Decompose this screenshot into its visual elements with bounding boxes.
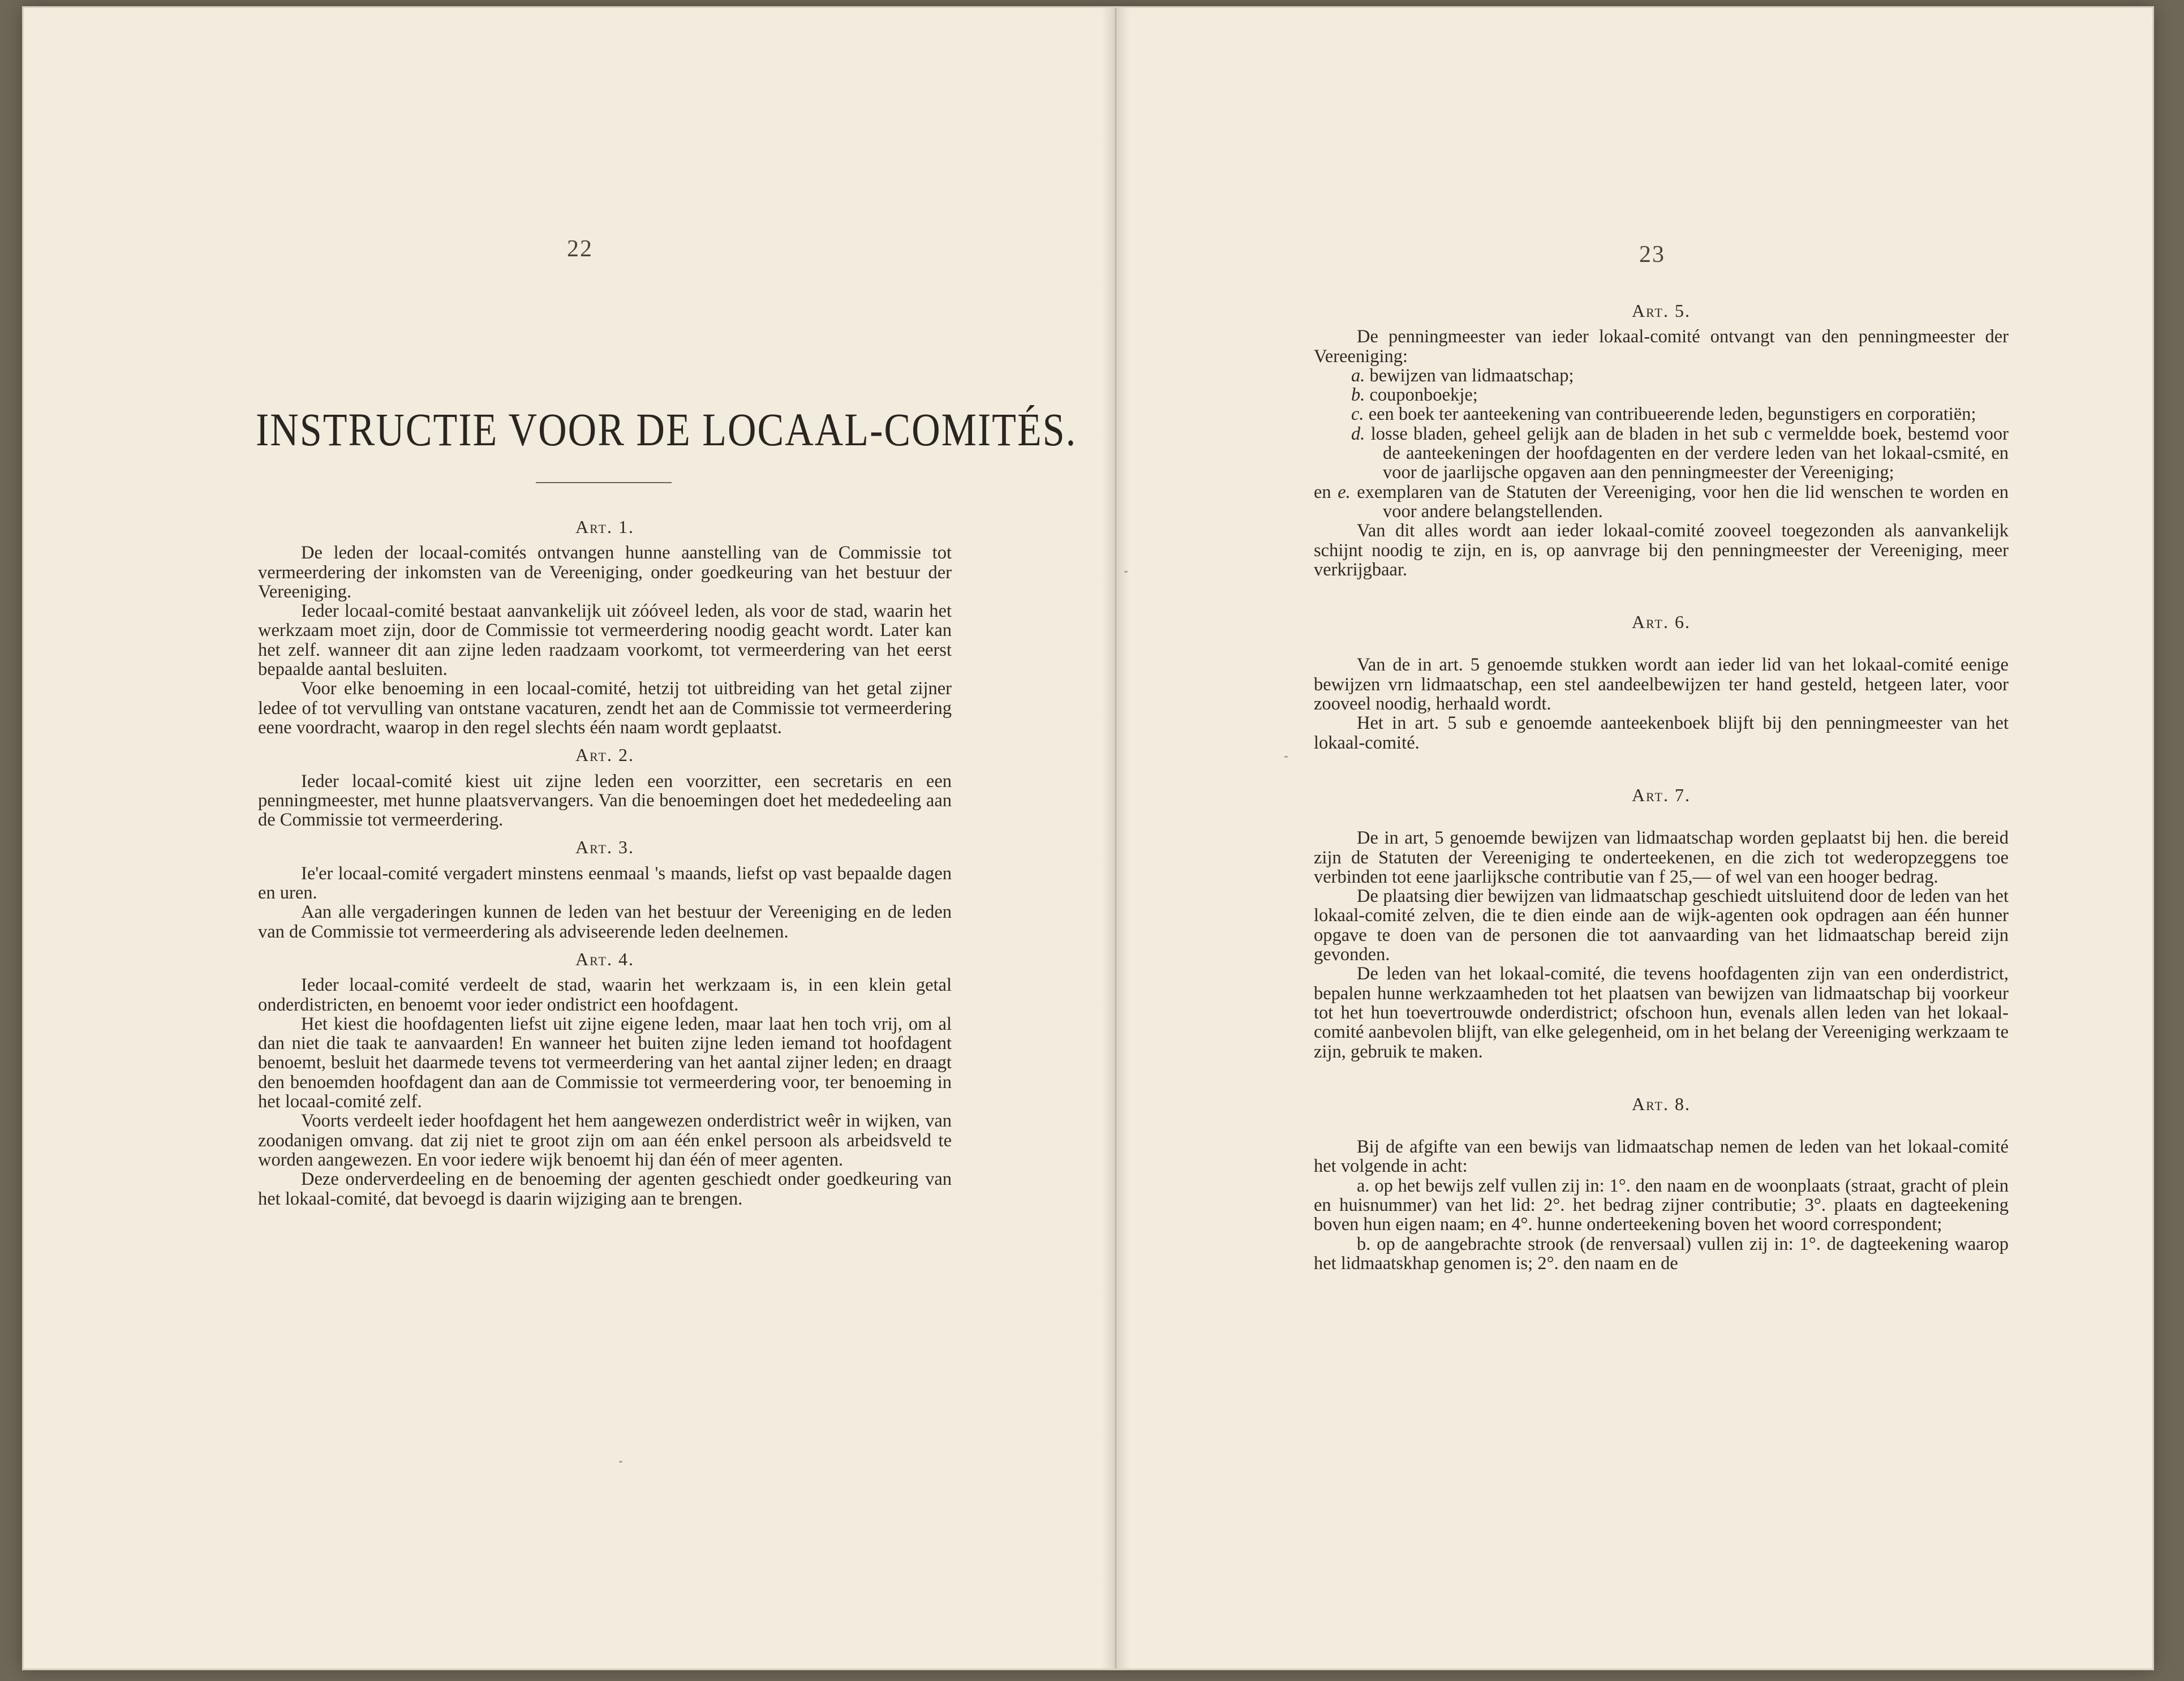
article-5-item-a	[1314, 366, 2009, 385]
left-page	[24, 8, 1116, 1669]
paper-speck	[1124, 571, 1128, 573]
left-text-column	[258, 509, 952, 1209]
item-label: c.	[1351, 404, 1364, 425]
item-label: e.	[1338, 481, 1351, 502]
right-text-column	[1314, 293, 2009, 1273]
article-5-item-e	[1314, 483, 2009, 522]
article-7-heading: Art. 7.	[1632, 784, 1691, 805]
item-label: d.	[1351, 423, 1365, 444]
article-3-paragraph: Ie'er locaal-comité vergadert minstens eenmaal 's maands, liefst op vast bepaalde dagen en uren.	[258, 863, 952, 904]
article-1-paragraph: Voor elke benoeming in een locaal-comité, hetzij tot uitbreiding van het getal zijner ledee of tot vervulling van ontstane vacaturen, zendt het aan de Commissie tot vermeerdering eene voordracht, waarop in den regel slechts één naam wordt geplaatst.	[258, 678, 952, 738]
article-5-item-d	[1314, 424, 2009, 483]
item-text: bewijzen van lidmaatschap;	[1369, 365, 1574, 386]
item-text: exemplaren van de Statuten der Vereeniging, voor hen die lid wenschen te worden en voor andere belangstellenden.	[1357, 481, 2009, 522]
article-4-paragraph: Het kiest die hoofdagenten liefst uit zijne eigene leden, maar laat hen toch vrij, om al dan niet die taak te aanvaarden! En wanneer het buiten zijne leden iemand tot hoofdagent benoemt, besluit het daarmede tevens tot vermeerdering van het aantal zijner leden; en draagt den benoemden hoofdagent dan aan de Commissie tot vermeerdering voor, ter benoeming in het locaal-comité zelf.	[258, 1013, 952, 1112]
item-prefix: en	[1314, 481, 1331, 502]
article-6-heading: Art. 6.	[1632, 612, 1691, 633]
article-8-item: a. op het bewijs zelf vullen zij in: 1°. den naam en de woonplaats (straat, gracht of plein en huisnummer) van het lid: 2°. het bedrag zijner contributie; 3°. plaats en dagteekening boven hun eigen naam; en 4°. hunne onderteekening boven het woord correspondent;	[1314, 1175, 2009, 1235]
title-divider	[536, 482, 672, 483]
article-5-closing: Van dit alles wordt aan ieder lokaal-comité zooveel toegezonden als aanvankelijk schijnt noodig te zijn, en is, op aanvrage bij den penningmeester der Vereeniging, meer verkrijgbaar.	[1314, 521, 2009, 580]
article-5-item-b	[1314, 385, 2009, 405]
article-2-paragraph: Ieder locaal-comité kiest uit zijne leden een voorzitter, een secretaris en een penningmeester, met hunne plaatsvervangers. Van die benoemingen doet het mededeeling aan de Commissie tot vermeerdering.	[258, 771, 952, 831]
article-4-heading: Art. 4.	[575, 948, 634, 969]
article-1-paragraph: De leden der locaal-comités ontvangen hunne aanstelling van de Commissie tot vermeerdering der inkomsten van de Vereeniging, onder goedkeuring van het bestuur der Vereeniging.	[258, 543, 952, 602]
book-spread	[24, 8, 2152, 1669]
article-3-heading: Art. 3.	[575, 837, 634, 858]
item-text: een boek ter aanteekening van contribueerende leden, begunstigers en corporatiën;	[1368, 404, 1976, 425]
article-7-paragraph: De leden van het lokaal-comité, die tevens hoofdagenten zijn van een onderdistrict, bepalen hunne werkzaamheden tot het plaatsen van bewijzen van lidmaatschap bij voorkeur tot het hun toevertrouwde onderdistrict; ofschoon hun, evenals allen leden van het lokaal-comité aanbevolen blijft, van elke gelegenheid, om in het belang der Vereeniging werkzaam te zijn, gebruik te maken.	[1314, 964, 2009, 1062]
article-8-heading: Art. 8.	[1632, 1093, 1691, 1114]
article-6-paragraph: Van de in art. 5 genoemde stukken wordt aan ieder lid van het lokaal-comité eenige bewijzen vrn lidmaatschap, een stel aandeelbewijzen ter hand gesteld, hetgeen later, voor zooveel noodig, herhaald wordt.	[1314, 655, 2009, 715]
item-text: couponboekje;	[1369, 385, 1478, 406]
article-8-item: b. op de aangebrachte strook (de renversaal) vullen zij in: 1°. de dagteekening waarop het lidmaatskhap genomen is; 2°. den naam en de	[1314, 1233, 2009, 1274]
paper-speck	[619, 1461, 622, 1463]
article-5-heading: Art. 5.	[1632, 300, 1691, 321]
item-label: a.	[1351, 365, 1365, 386]
document-title: INSTRUCTIE VOOR DE LOCAAL-COMITÉS.	[256, 405, 1077, 457]
article-3-paragraph: Aan alle vergaderingen kunnen de leden van het bestuur der Vereeniging en de leden van de Commissie tot vermeerdering als adviseerende leden deelnemen.	[258, 902, 952, 942]
article-6-paragraph: Het in art. 5 sub e genoemde aanteekenboek blijft bij den penningmeester van het lokaal-comité.	[1314, 713, 2009, 753]
page-number-right: 23	[1639, 242, 1665, 268]
article-1-paragraph: Ieder locaal-comité bestaat aanvankelijk uit zóóveel leden, als voor de stad, waarin het werkzaam moet zijn, door de Commissie tot vermeerdering noodig geacht wordt. Later kan het zelf. wanneer dit aan zijne leden raadzaam voorkomt, tot vermeerdering van het eerst bepaalde aantal besluiten.	[258, 601, 952, 680]
article-7-paragraph: De plaatsing dier bewijzen van lidmaatschap geschiedt uitsluitend door de leden van het lokaal-comité zelven, die te dien einde aan de wijk-agenten ook opdragen aan één hunner opgave te doen van de personen die tot aanvaarding van het lidmaatschap bereid zijn gevonden.	[1314, 886, 2009, 965]
article-7-paragraph: De in art, 5 genoemde bewijzen van lidmaatschap worden geplaatst bij hen. die bereid zijn de Statuten der Vereeniging te onderteekenen, en die zich tot wederopzeggens toe verbinden tot eene jaarlijksche contributie van f 25,— of wel van een hooger bedrag.	[1314, 828, 2009, 887]
article-5-intro: De penningmeester van ieder lokaal-comité ontvangt van den penningmeester der Vereeniging:	[1314, 326, 2009, 367]
right-page	[1116, 8, 2152, 1669]
article-2-heading: Art. 2.	[575, 745, 634, 766]
article-8-intro: Bij de afgifte van een bewijs van lidmaatschap nemen de leden van het lokaal-comité het volgende in acht:	[1314, 1137, 2009, 1177]
page-number-left: 22	[567, 236, 593, 262]
item-text: losse bladen, geheel gelijk aan de bladen in het sub c vermeldde boek, bestemd voor de aanteekeningen der hoofdagenten en der verdere leden van het lokaal-csmité, en voor de jaarlijsche opgaven aan den penningmeester der Vereeniging;	[1370, 423, 2009, 483]
item-label: b.	[1351, 385, 1365, 406]
article-1-heading: Art. 1.	[575, 517, 634, 537]
article-4-paragraph: Deze onderverdeeling en de benoeming der agenten geschiedt onder goedkeuring van het lokaal-comité, dat bevoegd is daarin wijziging aan te brengen.	[258, 1169, 952, 1209]
paper-speck	[1284, 756, 1288, 758]
article-4-paragraph: Voorts verdeelt ieder hoofdagent het hem aangewezen onderdistrict weêr in wijken, van zoodanigen omvang. dat zij niet te groot zijn om aan één enkel persoon als arbeidsveld te worden aangewezen. En voor iedere wijk benoemt hij dan één of meer agenten.	[258, 1111, 952, 1170]
article-4-paragraph: Ieder locaal-comité verdeelt de stad, waarin het werkzaam is, in een klein getal onderdistricten, en benoemt voor ieder ondistrict een hoofdagent.	[258, 975, 952, 1015]
article-5-item-c	[1314, 405, 2009, 424]
